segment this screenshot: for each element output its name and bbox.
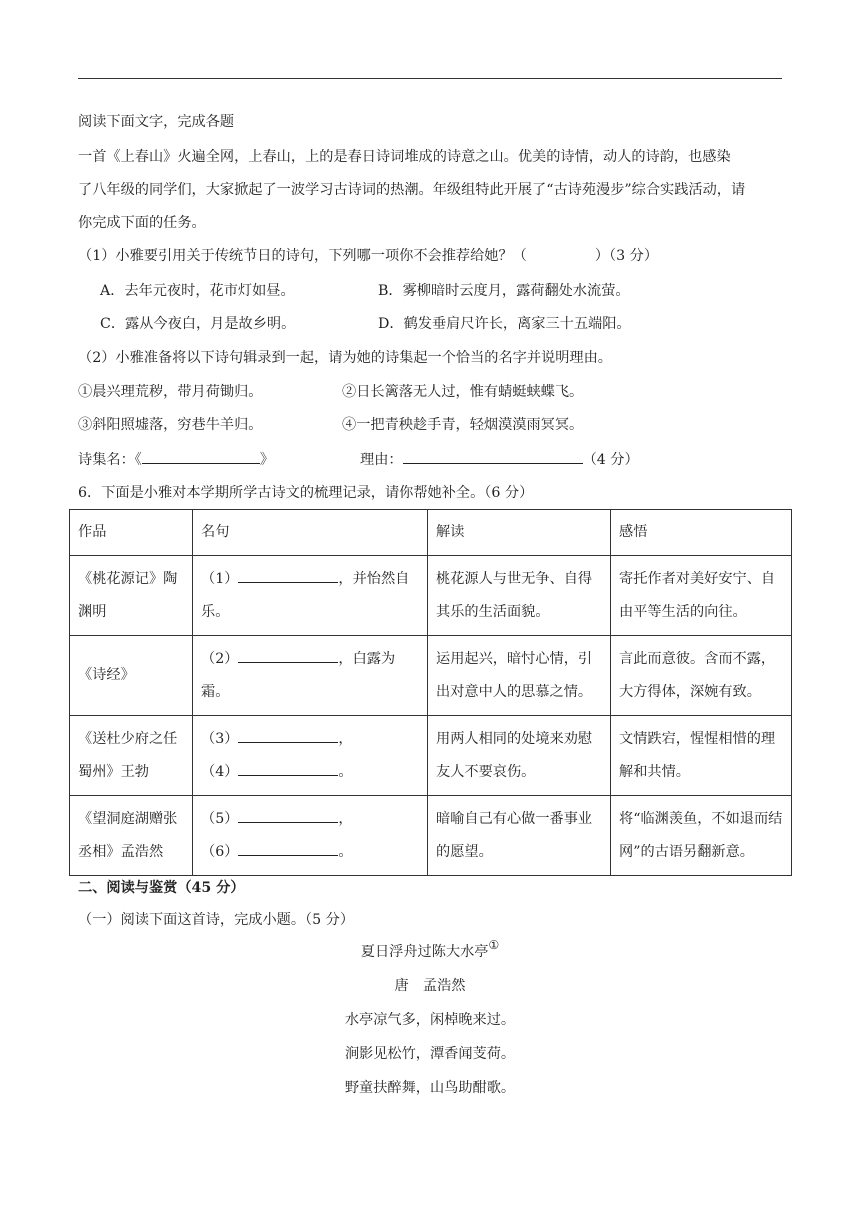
table-row — [70, 796, 792, 876]
collection-name-blank[interactable] — [142, 449, 260, 464]
quote-tail: ，并怡然自乐。 — [201, 570, 410, 620]
answer-blank[interactable] — [238, 808, 338, 823]
blank-number: （2） — [201, 650, 239, 667]
header-explain: 解读 — [428, 510, 611, 556]
reason-label: 理由： — [360, 452, 403, 468]
work-cell: 《送杜少府之任蜀州》王勃 — [70, 716, 193, 796]
poem-verse-3: 野童扶醉舞，山鸟助酣歌。 — [344, 1080, 516, 1096]
poem-title-row — [0, 938, 860, 962]
explain-cell: 运用起兴，暗忖心情，引出对意中人的思慕之情。 — [428, 636, 611, 716]
collection-name-label: 诗集名：《 — [78, 452, 142, 468]
question-6-stem: 6．下面是小雅对本学期所学古诗文的梳理记录，请你帮她补全。（6 分） — [78, 485, 534, 501]
quote-tail: ， — [338, 730, 353, 747]
quote-cell — [193, 556, 428, 636]
review-table — [69, 509, 792, 876]
quote-cell — [193, 636, 428, 716]
explain-cell: 桃花源人与世无争、自得其乐的生活面貌。 — [428, 556, 611, 636]
quote-cell — [193, 796, 428, 876]
work-cell: 《望洞庭湖赠张丞相》孟浩然 — [70, 796, 193, 876]
question-2-stem: （2）小雅准备将以下诗句辑录到一起，请为她的诗集起一个恰当的名字并说明理由。 — [78, 350, 612, 366]
insight-cell: 文情跌宕，惺惺相惜的理解和共情。 — [611, 716, 792, 796]
insight-cell: 寄托作者对美好安宁、自由平等生活的向往。 — [611, 556, 792, 636]
poem-line-2: ②日长篱落无人过，惟有蜻蜓蛱蝶飞。 — [342, 384, 584, 400]
table-header-row — [70, 510, 792, 556]
answer-blank[interactable] — [238, 761, 338, 776]
quote-tail: 。 — [338, 763, 353, 780]
answer-blank[interactable] — [238, 648, 338, 663]
answer-blank[interactable] — [238, 568, 338, 583]
question-1-score: ）（3 分） — [594, 248, 659, 264]
blank-number: （1） — [201, 570, 239, 587]
poem-line-3: ③斜阳照墟落，穷巷牛羊归。 — [78, 417, 263, 433]
poem-line-4: ④一把青秧趁手青，轻烟漠漠雨冥冥。 — [342, 417, 584, 433]
work-cell: 《诗经》 — [70, 636, 193, 716]
table-row — [70, 556, 792, 636]
poem-verse-2: 涧影见松竹，潭香闻芰荷。 — [344, 1046, 516, 1062]
section-2-title: 二、阅读与鉴赏（45 分） — [78, 880, 245, 896]
reason-blank[interactable] — [403, 449, 583, 464]
blank-number: （4） — [201, 763, 239, 780]
option-c: C．露从今夜白，月是故乡明。 — [100, 316, 296, 332]
insight-cell: 言此而意彼。含而不露，大方得体，深婉有致。 — [611, 636, 792, 716]
quote-cell — [193, 716, 428, 796]
answer-blank[interactable] — [238, 841, 338, 856]
poem-title: 夏日浮舟过陈大水亭 — [360, 944, 489, 960]
blank-number: （6） — [201, 843, 239, 860]
work-cell: 《桃花源记》陶渊明 — [70, 556, 193, 636]
collection-name-close: 》 — [259, 452, 275, 468]
section-2-subtitle: （一）阅读下面这首诗，完成小题。（5 分） — [78, 912, 355, 928]
reason-score: （4 分） — [582, 452, 639, 468]
option-d: D．鹤发垂肩尺许长，离家三十五端阳。 — [378, 316, 631, 332]
header-rule — [78, 78, 782, 79]
quote-tail: ，白露为霜。 — [201, 650, 396, 700]
quote-tail: 。 — [338, 843, 353, 860]
option-a: A．去年元夜时，花市灯如昼。 — [100, 283, 295, 299]
footnote-mark: ① — [488, 938, 500, 952]
blank-number: （3） — [201, 730, 239, 747]
question-1-stem — [78, 246, 658, 266]
explain-cell: 暗喻自己有心做一番事业的愿望。 — [428, 796, 611, 876]
header-quote: 名句 — [193, 510, 428, 556]
blank-number: （5） — [201, 810, 239, 827]
intro-paragraph-line-3: 你完成下面的任务。 — [78, 215, 206, 231]
intro-paragraph-line-1: 一首《上春山》火遍全网，上春山，上的是春日诗词堆成的诗意之山。优美的诗情，动人的诗韵，也感染 — [78, 149, 731, 165]
table-row — [70, 716, 792, 796]
poem-verse-1: 水亭凉气多，闲棹晚来过。 — [344, 1012, 516, 1028]
poem-line-1: ①晨兴理荒秽，带月荷锄归。 — [78, 384, 263, 400]
question-1-stem-text: （1）小雅要引用关于传统节日的诗句，下列哪一项你不会推荐给她？（ — [78, 248, 527, 264]
explain-cell: 用两人相同的处境来劝慰友人不要哀伤。 — [428, 716, 611, 796]
header-work: 作品 — [70, 510, 193, 556]
reading-heading: 阅读下面文字，完成各题 — [78, 114, 235, 130]
reason-row — [360, 449, 639, 470]
insight-cell: 将“临渊羡鱼，不如退而结网”的古语另翻新意。 — [611, 796, 792, 876]
answer-blank[interactable] — [238, 728, 338, 743]
poem-author: 唐 孟浩然 — [394, 978, 466, 994]
table-row — [70, 636, 792, 716]
option-b: B．雾柳暗时云度月，露荷翻处水流萤。 — [378, 283, 630, 299]
quote-tail: ， — [338, 810, 353, 827]
collection-name-row — [78, 449, 274, 470]
header-insight: 感悟 — [611, 510, 792, 556]
intro-paragraph-line-2: 了八年级的同学们，大家掀起了一波学习古诗词的热潮。年级组特此开展了“古诗苑漫步”综合实践活动，请 — [78, 182, 746, 198]
